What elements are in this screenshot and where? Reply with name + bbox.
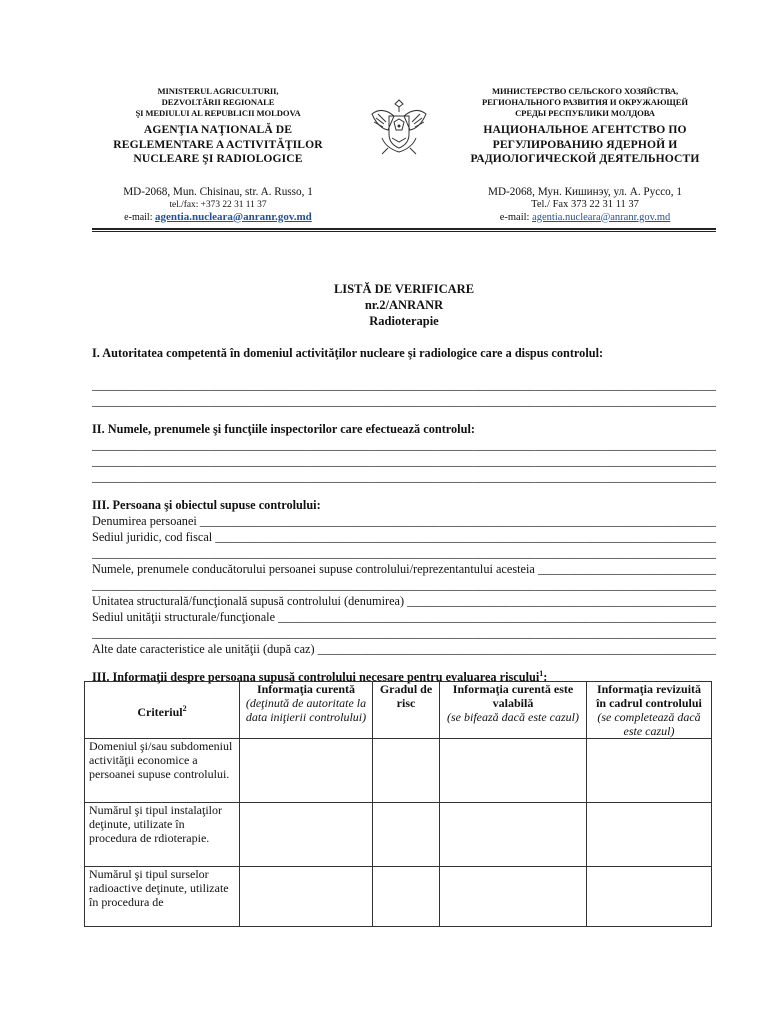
authority-fill-line[interactable] <box>92 393 716 409</box>
letterhead-russian <box>454 86 716 224</box>
table-header-row <box>85 682 712 739</box>
title-line-3: Radioterapie <box>369 314 439 328</box>
letterhead-romanian <box>92 86 344 224</box>
address-ro: MD-2068, Mun. Chisinau, str. A. Russo, 1 <box>123 185 313 198</box>
coat-of-arms-icon <box>358 94 440 158</box>
inspectors-fill-line[interactable] <box>92 453 716 469</box>
criterion-cell: Numărul şi tipul instalaţilor deţinute, utilizate în procedura de rdioterapie. <box>85 803 240 867</box>
section-authority-heading: I. Autoritatea competentă în domeniul activităţilor nucleare şi radiologice care a dispus controlul: <box>92 346 604 360</box>
title-line-1: LISTĂ DE VERIFICARE <box>333 282 475 296</box>
section-risk-heading: III. Informaţii despre persoana supusă controlului necesare pentru evaluarea riscului$^1$: <box>92 669 548 685</box>
criterion-cell: Numărul şi tipul surselor radioactive deţinute, utilizate în procedura de <box>85 867 240 927</box>
valid-checkbox-cell[interactable] <box>440 739 587 803</box>
phone-ro: tel./fax: +373 22 31 11 37 <box>169 199 267 210</box>
document-title <box>92 281 716 329</box>
ministry-name-ru: МИНИСТЕРСТВО СЕЛЬСКОГО ХОЗЯЙСТВА, РЕГИОНАЛЬНОГО РАЗВИТИЯ И ОКРУЖАЮЩЕЙ СРЕДЫ РЕСПУБЛИКИ МОЛДОВА <box>482 86 688 118</box>
field-legal-address[interactable]: Sediul juridic, cod fiscal _____ <box>92 529 716 545</box>
risk-degree-cell[interactable] <box>373 867 440 927</box>
valid-checkbox-cell[interactable] <box>440 867 587 927</box>
title-line-2: nr.2/ANRANR <box>364 298 444 312</box>
table-row <box>85 867 712 927</box>
field-structural-unit[interactable]: Unitatea structurală/funcţională supusă controlului (denumirea) _____ <box>92 593 716 609</box>
revised-info-cell[interactable] <box>587 739 712 803</box>
inspectors-fill-line[interactable] <box>92 437 716 453</box>
header-divider <box>92 228 716 230</box>
email-ro: e-mail: agentia.nucleara@anranr.gov.md <box>124 210 312 223</box>
section-authority <box>92 345 716 409</box>
revised-info-cell[interactable] <box>587 803 712 867</box>
table-row <box>85 739 712 803</box>
current-info-cell[interactable] <box>240 739 373 803</box>
criterion-cell: Domeniul şi/sau subdomeniul activităţii economice a persoanei supuse controlului. <box>85 739 240 803</box>
email-ru: e-mail: agentia.nucleara@anranr.gov.md <box>499 211 671 223</box>
email-link-ro[interactable]: agentia.nucleara@anranr.gov.md <box>155 210 312 223</box>
field-other-data[interactable]: Alte date caracteristice ale unităţii (după caz) _____ <box>92 641 716 657</box>
field-entity-name[interactable]: Denumirea persoanei _____ <box>92 513 716 529</box>
address-ru: MD-2068, Мун. Кишинэу, ул. А. Руссо, 1 <box>488 185 682 198</box>
section-controlled-entity <box>92 497 716 657</box>
col-risk-degree-header: Gradul de risc <box>373 682 440 739</box>
entity-fill-line[interactable] <box>92 577 716 593</box>
agency-name-ro: AGENŢIA NAŢIONALĂ DE REGLEMENTARE A ACTIVITĂŢILOR NUCLEARE ŞI RADIOLOGICE <box>113 123 323 165</box>
header-divider-thin <box>92 231 716 232</box>
valid-checkbox-cell[interactable] <box>440 803 587 867</box>
field-unit-address[interactable]: Sediul unităţii structurale/funcţionale _____ <box>92 609 716 625</box>
current-info-cell[interactable] <box>240 803 373 867</box>
section-entity-heading: III. Persoana şi obiectul supuse controlului: <box>92 498 321 512</box>
entity-fill-line[interactable] <box>92 545 716 561</box>
risk-degree-cell[interactable] <box>373 803 440 867</box>
risk-degree-cell[interactable] <box>373 739 440 803</box>
col-criterion-header: Criteriul$^2$ <box>85 682 240 739</box>
revised-info-cell[interactable] <box>587 867 712 927</box>
phone-ru: Tel./ Fax 373 22 31 11 37 <box>531 198 639 210</box>
authority-fill-line[interactable] <box>92 377 716 393</box>
entity-fill-line[interactable] <box>92 625 716 641</box>
col-valid-header: Informaţia curentă este valabilă (se bifează dacă este cazul) <box>440 682 587 739</box>
agency-name-ru: НАЦИОНАЛЬНОЕ АГЕНТСТВО ПО РЕГУЛИРОВАНИЮ ЯДЕРНОЙ И РАДИОЛОГИЧЕСКОЙ ДЕЯТЕЛЬНОСТИ <box>470 123 700 165</box>
inspectors-fill-line[interactable] <box>92 469 716 485</box>
current-info-cell[interactable] <box>240 867 373 927</box>
risk-assessment-table <box>84 681 712 927</box>
email-link-ru[interactable]: agentia.nucleara@anranr.gov.md <box>532 211 671 223</box>
col-current-info-header: Informaţia curentă (deţinută de autoritate la data iniţierii controlului) <box>240 682 373 739</box>
table-row <box>85 803 712 867</box>
field-manager-name[interactable]: Numele, prenumele conducătorului persoanei supuse controlului/reprezentantului acesteia _____ <box>92 561 716 577</box>
letterhead <box>92 86 716 234</box>
section-inspectors <box>92 421 716 485</box>
col-revised-header: Informaţia revizuită în cadrul controlului (se completează dacă este cazul) <box>587 682 712 739</box>
section-inspectors-heading: II. Numele, prenumele şi funcţiile inspectorilor care efectuează controlul: <box>92 422 475 436</box>
ministry-name-ro: MINISTERUL AGRICULTURII, DEZVOLTĂRII REGIONALE ŞI MEDIULUI AL REPUBLICII MOLDOVA <box>135 86 301 118</box>
